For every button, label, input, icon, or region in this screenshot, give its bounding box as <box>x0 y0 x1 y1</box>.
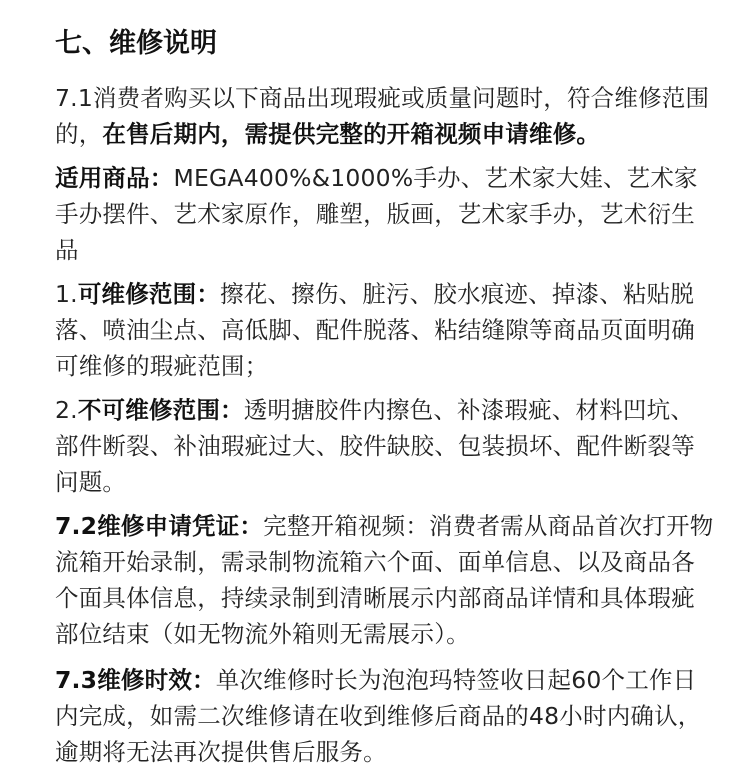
repairable-scope-label: 可维修范围： <box>77 280 221 308</box>
repair-timing <box>55 662 715 770</box>
section-title: 七、维修说明 <box>55 28 217 59</box>
paragraph-7-1 <box>55 80 715 152</box>
repair-timing-label: 7.3维修时效： <box>55 666 216 694</box>
non-repairable-scope-text: 透明搪胶件内擦色、补漆瑕疵、材料凹坑、部件断裂、补油瑕疵过大、胶件缺胶、包装损坏、配件断裂等问题。 <box>55 396 695 496</box>
non-repairable-scope-number: 2. <box>55 396 78 424</box>
paragraph-7-1-intro: 7.1消费者购买以下商品出现瑕疵或质量问题时，符合维修范围的， <box>55 84 710 148</box>
repair-proof-text: 完整开箱视频：消费者需从商品首次打开物流箱开始录制，需录制物流箱六个面、面单信息、以及商品各个面具体信息，持续录制到清晰展示内部商品详情和具体瑕疵部位结束（如无物流外箱则无需展示）。 <box>55 512 714 648</box>
document-body <box>55 24 715 778</box>
applicable-products-text: MEGA400%&1000%手办、艺术家大娃、艺术家手办摆件、艺术家原作，雕塑，版画，艺术家手办，艺术衍生品 <box>55 164 698 264</box>
applicable-products <box>55 160 715 268</box>
repairable-scope <box>55 276 715 384</box>
repairable-scope-text: 擦花、擦伤、脏污、胶水痕迹、掉漆、粘贴脱落、喷油尘点、高低脚、配件脱落、粘结缝隙等商品页面明确可维修的瑕疵范围； <box>55 280 695 380</box>
repair-proof-label: 7.2维修申请凭证： <box>55 512 264 540</box>
non-repairable-scope-label: 不可维修范围： <box>77 396 244 424</box>
repair-timing-text: 单次维修时长为泡泡玛特签收日起60个工作日内完成，如需二次维修请在收到维修后商品的48小时内确认，逾期将无法再次提供售后服务。 <box>55 666 702 766</box>
non-repairable-scope <box>55 392 715 500</box>
repairable-scope-number: 1. <box>55 280 78 308</box>
applicable-products-label: 适用商品： <box>55 164 174 192</box>
paragraph-7-1-bold: 在售后期内，需提供完整的开箱视频申请维修。 <box>102 120 601 148</box>
repair-proof <box>55 508 715 652</box>
